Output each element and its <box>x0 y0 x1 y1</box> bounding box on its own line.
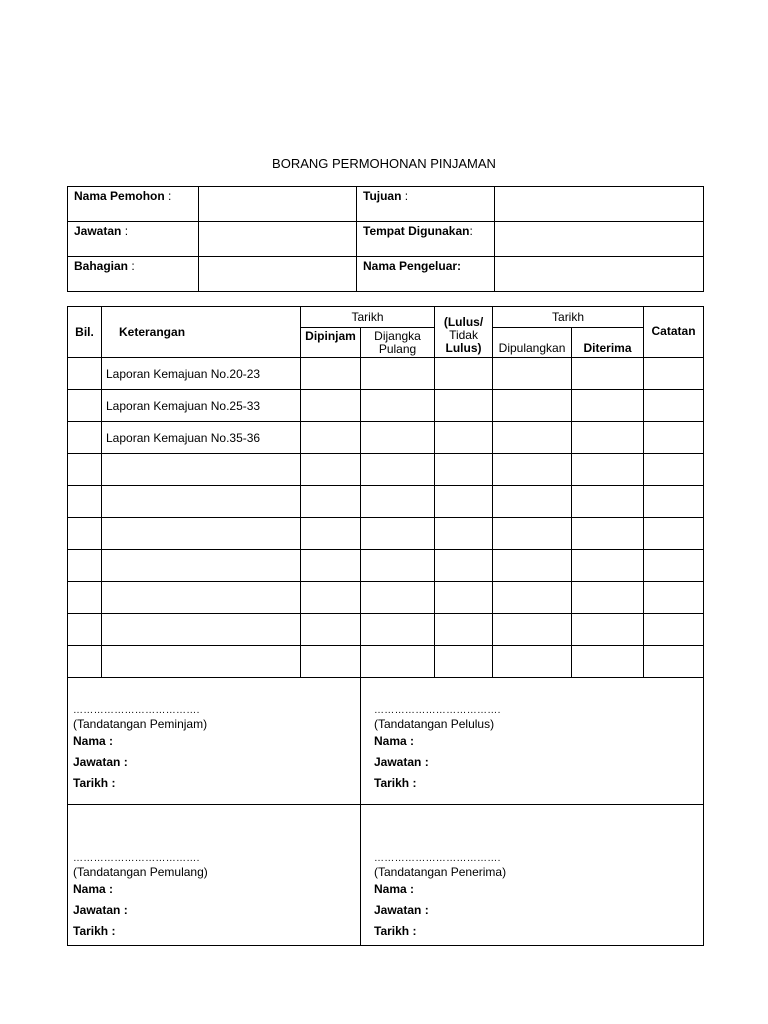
tujuan-field[interactable] <box>495 187 704 222</box>
diterima-cell[interactable] <box>572 646 644 678</box>
header-tarikh-pinjam: Tarikh <box>301 307 435 328</box>
sig-pelulus-box[interactable] <box>361 678 704 805</box>
nama-pemohon-label: Nama Pemohon : <box>68 187 199 222</box>
diterima-cell[interactable] <box>572 422 644 454</box>
bil-cell[interactable] <box>68 582 102 614</box>
diterima-cell[interactable] <box>572 518 644 550</box>
dipulangkan-cell[interactable] <box>493 518 572 550</box>
diterima-cell[interactable] <box>572 454 644 486</box>
dipinjam-cell[interactable] <box>301 518 361 550</box>
jawatan-label: Jawatan : <box>73 755 128 769</box>
jawatan-field[interactable] <box>199 222 357 257</box>
catatan-cell[interactable] <box>644 422 704 454</box>
keterangan-cell[interactable]: Laporan Kemajuan No.35-36 <box>102 422 301 454</box>
tarikh-label: Tarikh : <box>73 924 116 938</box>
tarikh-label: Tarikh : <box>73 776 116 790</box>
table-row <box>68 454 704 486</box>
dijangka-pulang-cell[interactable] <box>361 390 435 422</box>
dipinjam-cell[interactable] <box>301 422 361 454</box>
keterangan-cell[interactable] <box>102 454 301 486</box>
header-dipulangkan: Dipulangkan <box>493 328 572 358</box>
catatan-cell[interactable] <box>644 486 704 518</box>
lulus-cell[interactable] <box>435 486 493 518</box>
dijangka-pulang-cell[interactable] <box>361 358 435 390</box>
catatan-cell[interactable] <box>644 390 704 422</box>
sig-pemulang-box[interactable] <box>68 805 361 946</box>
jawatan-label: Jawatan : <box>374 755 429 769</box>
header-catatan: Catatan <box>644 307 704 358</box>
sig-line: ………………………………. <box>374 705 501 716</box>
sig-peminjam-box[interactable] <box>68 678 361 805</box>
lulus-cell[interactable] <box>435 390 493 422</box>
bil-cell[interactable] <box>68 614 102 646</box>
table-row <box>68 518 704 550</box>
dipulangkan-cell[interactable] <box>493 646 572 678</box>
lulus-cell[interactable] <box>435 582 493 614</box>
sig-pelulus-label: (Tandatangan Pelulus) <box>374 717 495 731</box>
applicant-info-table <box>67 186 704 292</box>
dipulangkan-cell[interactable] <box>493 582 572 614</box>
header-dipinjam: Dipinjam <box>301 328 361 358</box>
sig-line: ………………………………. <box>73 705 200 716</box>
dipulangkan-cell[interactable] <box>493 358 572 390</box>
tarikh-label: Tarikh : <box>374 924 417 938</box>
table-row <box>68 614 704 646</box>
dipinjam-cell[interactable] <box>301 550 361 582</box>
header-bil: Bil. <box>68 307 102 358</box>
loan-items-table <box>67 306 704 678</box>
table-row <box>68 550 704 582</box>
dijangka-pulang-cell[interactable] <box>361 486 435 518</box>
dijangka-pulang-cell[interactable] <box>361 646 435 678</box>
lulus-cell[interactable] <box>435 518 493 550</box>
bil-cell[interactable] <box>68 518 102 550</box>
lulus-cell[interactable] <box>435 550 493 582</box>
jawatan-label: Jawatan : <box>374 903 429 917</box>
bil-cell[interactable] <box>68 358 102 390</box>
bil-cell[interactable] <box>68 646 102 678</box>
dijangka-pulang-cell[interactable] <box>361 518 435 550</box>
header-diterima: Diterima <box>572 328 644 358</box>
keterangan-cell[interactable]: Laporan Kemajuan No.20-23 <box>102 358 301 390</box>
diterima-cell[interactable] <box>572 390 644 422</box>
keterangan-cell[interactable] <box>102 582 301 614</box>
tarikh-label: Tarikh : <box>374 776 417 790</box>
form-title: BORANG PERMOHONAN PINJAMAN <box>272 156 496 171</box>
dijangka-pulang-cell[interactable] <box>361 454 435 486</box>
sig-peminjam-label: (Tandatangan Peminjam) <box>73 717 208 731</box>
lulus-cell[interactable] <box>435 454 493 486</box>
header-keterangan: Keterangan <box>102 307 301 358</box>
catatan-cell[interactable] <box>644 550 704 582</box>
catatan-cell[interactable] <box>644 582 704 614</box>
lulus-cell[interactable] <box>435 422 493 454</box>
dipinjam-cell[interactable] <box>301 486 361 518</box>
bil-cell[interactable] <box>68 550 102 582</box>
header-lulus: (Lulus/ Tidak Lulus) <box>435 307 493 358</box>
table-row <box>68 582 704 614</box>
diterima-cell[interactable] <box>572 358 644 390</box>
table-row <box>68 390 704 422</box>
jawatan-label: Jawatan : <box>73 903 128 917</box>
sig-penerima-box[interactable] <box>361 805 704 946</box>
jawatan-label: Jawatan : <box>68 222 199 257</box>
dipulangkan-cell[interactable] <box>493 614 572 646</box>
nama-label: Nama : <box>374 882 415 896</box>
dijangka-pulang-cell[interactable] <box>361 582 435 614</box>
catatan-cell[interactable] <box>644 614 704 646</box>
dipulangkan-cell[interactable] <box>493 390 572 422</box>
nama-label: Nama : <box>73 734 114 748</box>
bil-cell[interactable] <box>68 422 102 454</box>
dijangka-pulang-cell[interactable] <box>361 614 435 646</box>
dipinjam-cell[interactable] <box>301 454 361 486</box>
bahagian-label: Bahagian : <box>68 257 199 292</box>
sig-penerima-label: (Tandatangan Penerima) <box>374 865 507 879</box>
nama-pengeluar-label: Nama Pengeluar: <box>357 257 495 292</box>
dipulangkan-cell[interactable] <box>493 454 572 486</box>
nama-pemohon-field[interactable] <box>199 187 357 222</box>
diterima-cell[interactable] <box>572 614 644 646</box>
nama-label: Nama : <box>73 882 114 896</box>
keterangan-cell[interactable]: Laporan Kemajuan No.25-33 <box>102 390 301 422</box>
lulus-cell[interactable] <box>435 646 493 678</box>
table-row <box>68 646 704 678</box>
dipulangkan-cell[interactable] <box>493 550 572 582</box>
diterima-cell[interactable] <box>572 486 644 518</box>
catatan-cell[interactable] <box>644 518 704 550</box>
header-dijangka-pulang: Dijangka Pulang <box>361 328 435 358</box>
keterangan-cell[interactable] <box>102 518 301 550</box>
header-tarikh-pulang: Tarikh <box>493 307 644 328</box>
catatan-cell[interactable] <box>644 454 704 486</box>
lulus-cell[interactable] <box>435 614 493 646</box>
signature-table <box>67 677 704 946</box>
tujuan-label: Tujuan : <box>357 187 495 222</box>
table-row <box>68 422 704 454</box>
sig-line: ………………………………. <box>73 853 200 864</box>
tempat-label: Tempat Digunakan: <box>357 222 495 257</box>
catatan-cell[interactable] <box>644 646 704 678</box>
keterangan-cell[interactable] <box>102 486 301 518</box>
diterima-cell[interactable] <box>572 550 644 582</box>
lulus-cell[interactable] <box>435 358 493 390</box>
dipulangkan-cell[interactable] <box>493 422 572 454</box>
sig-line: ………………………………. <box>374 853 501 864</box>
dipinjam-cell[interactable] <box>301 390 361 422</box>
dipinjam-cell[interactable] <box>301 614 361 646</box>
sig-pemulang-label: (Tandatangan Pemulang) <box>73 865 208 879</box>
dipinjam-cell[interactable] <box>301 646 361 678</box>
bil-cell[interactable] <box>68 486 102 518</box>
diterima-cell[interactable] <box>572 582 644 614</box>
nama-label: Nama : <box>374 734 415 748</box>
dijangka-pulang-cell[interactable] <box>361 550 435 582</box>
dipinjam-cell[interactable] <box>301 582 361 614</box>
tempat-field[interactable] <box>495 222 704 257</box>
dipulangkan-cell[interactable] <box>493 486 572 518</box>
bahagian-field[interactable] <box>199 257 357 292</box>
dijangka-pulang-cell[interactable] <box>361 422 435 454</box>
table-row <box>68 486 704 518</box>
dipinjam-cell[interactable] <box>301 358 361 390</box>
table-row <box>68 358 704 390</box>
bil-cell[interactable] <box>68 454 102 486</box>
catatan-cell[interactable] <box>644 358 704 390</box>
keterangan-cell[interactable] <box>102 550 301 582</box>
nama-pengeluar-field[interactable] <box>495 257 704 292</box>
keterangan-cell[interactable] <box>102 614 301 646</box>
bil-cell[interactable] <box>68 390 102 422</box>
keterangan-cell[interactable] <box>102 646 301 678</box>
